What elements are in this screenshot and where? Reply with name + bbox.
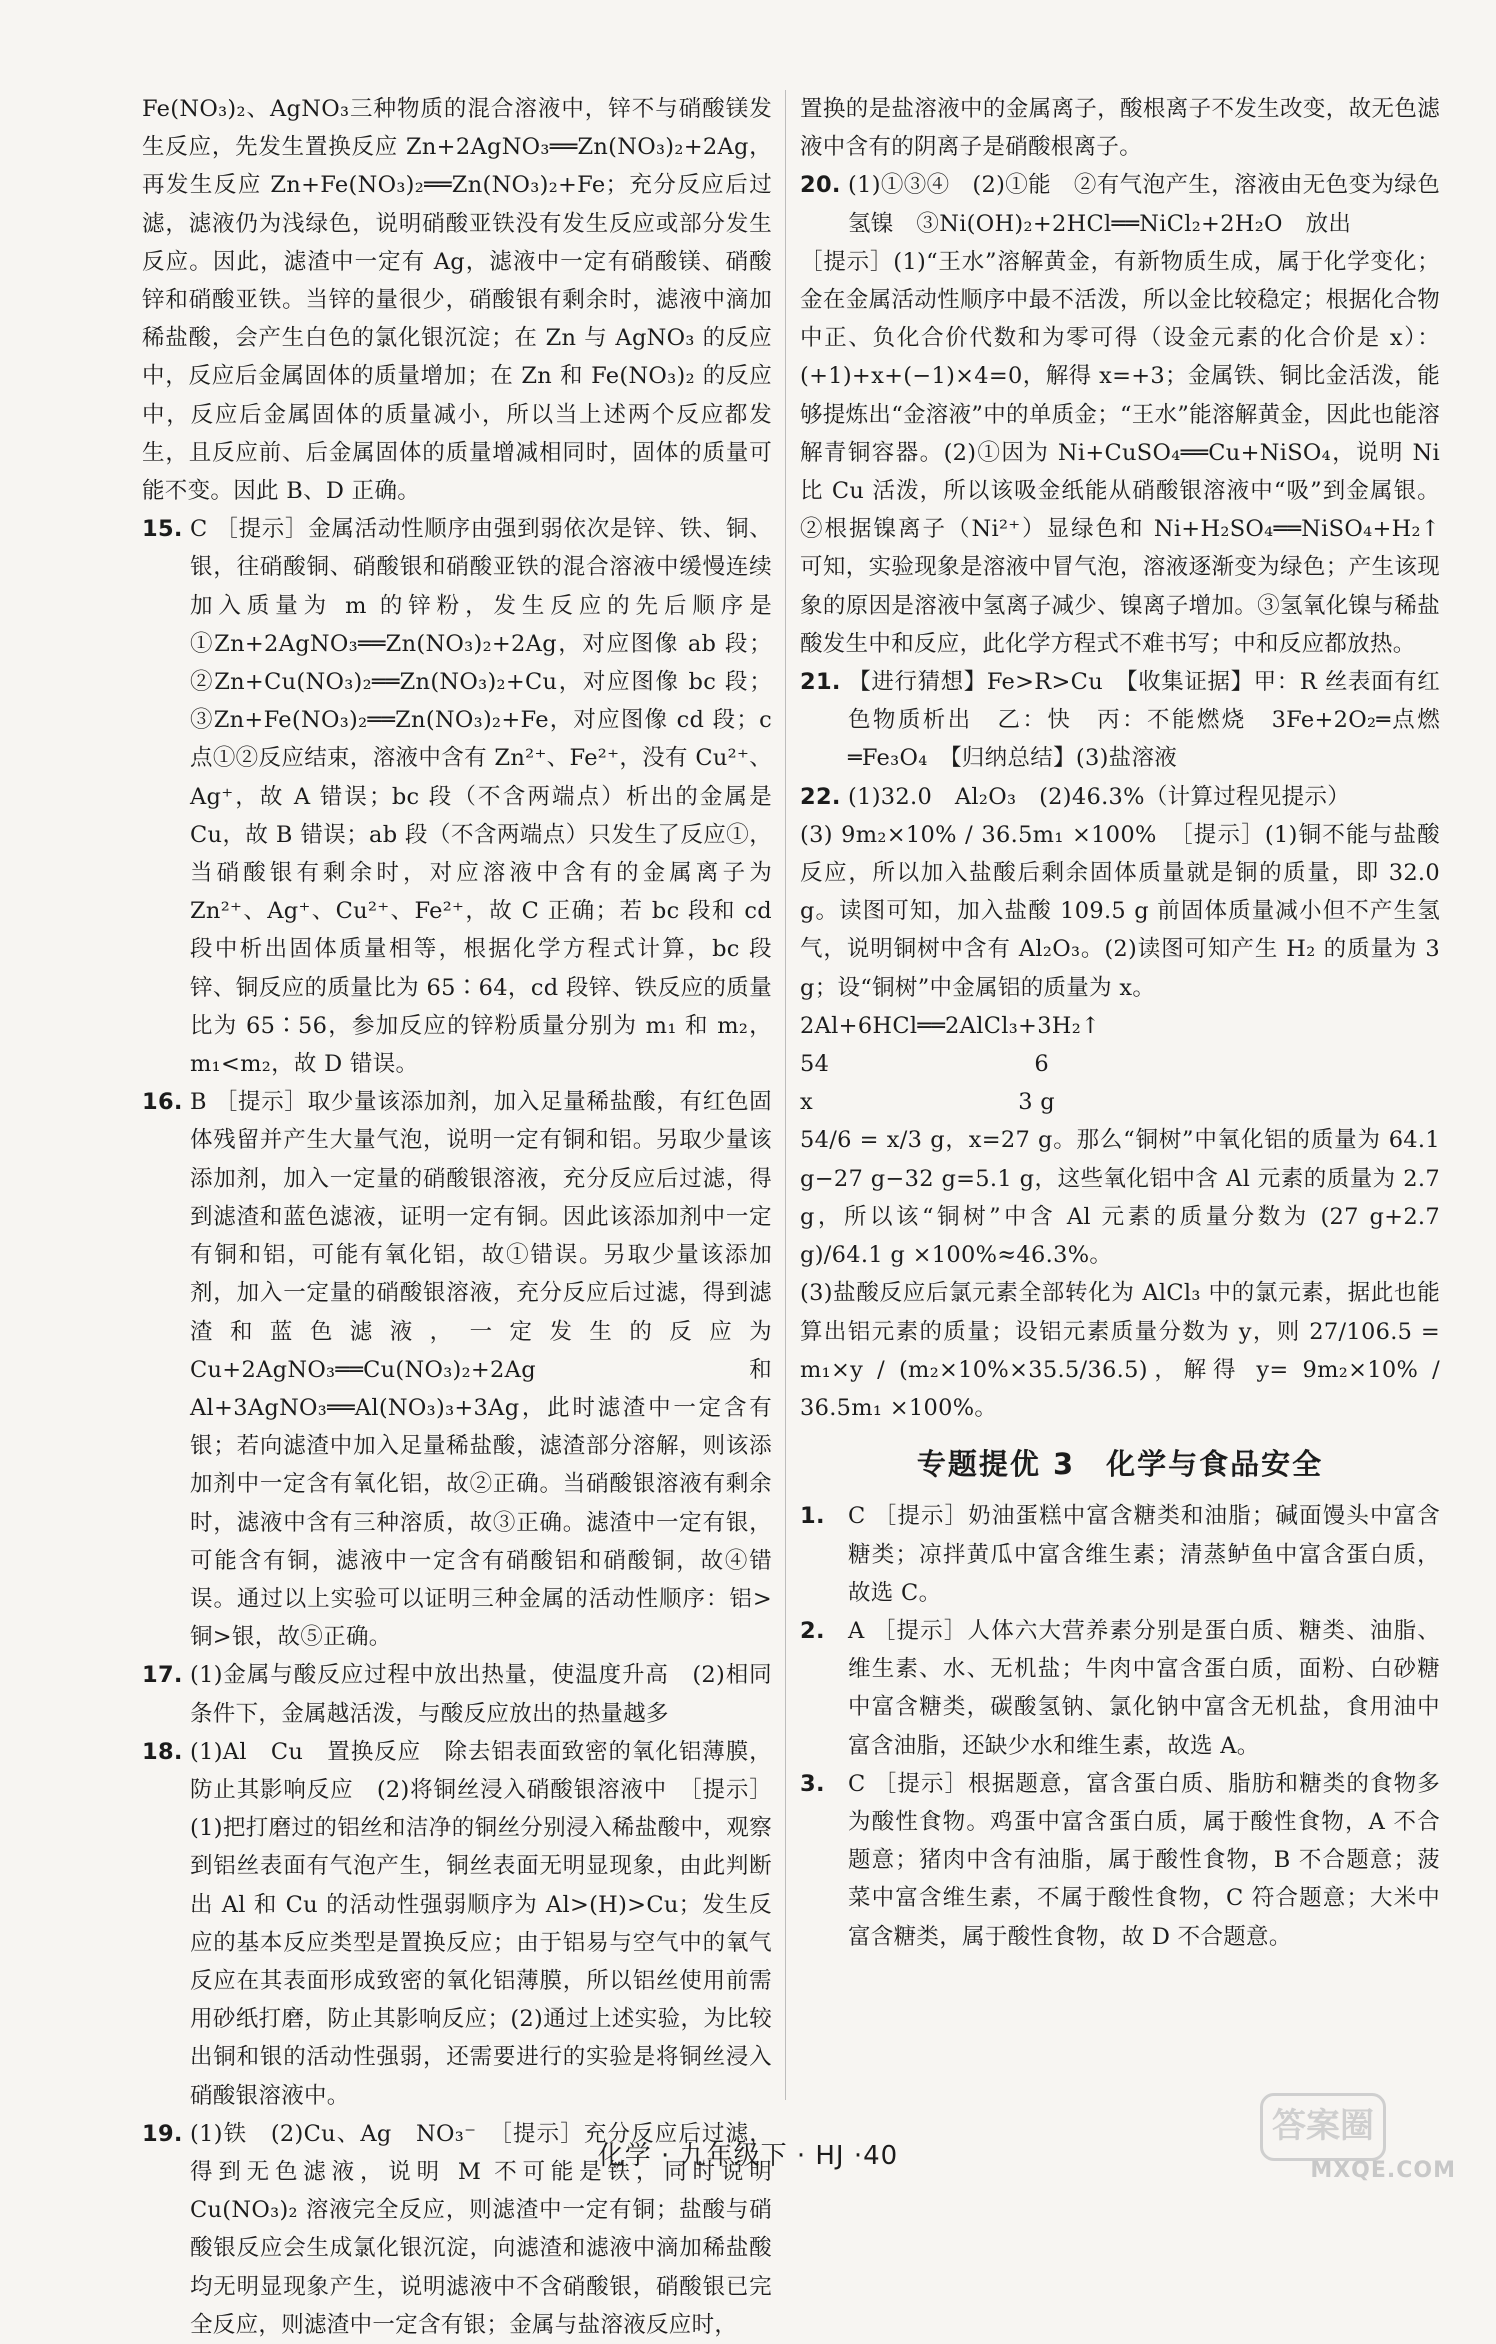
answer-item-22 xyxy=(800,778,1440,816)
calculation-text-part3: (3)盐酸反应后氯元素全部转化为 AlCl₃ 中的氯元素，据此也能算出铝元素的质量；设铝元素质量分数为 y，则 27/106.5 = m₁×y / (m₂×10%×35.5/36.5)，解得 y= 9m₂×10% / 36.5m₁ ×100%。 xyxy=(800,1280,1440,1421)
item-number: 15. xyxy=(142,516,183,543)
item-number: 21. xyxy=(800,669,841,696)
watermark-logo: 答案圈 xyxy=(1260,2093,1386,2161)
item-text: (1)Al Cu 置换反应 除去铝表面致密的氧化铝薄膜，防止其影响反应 (2)将铜丝浸入硝酸银溶液中 ［提示］(1)把打磨过的铝丝和洁净的铜丝分别浸入稀盐酸中，观察到铝丝表面有气泡产生，铜丝表面无明显现象，由此判断出 Al 和 Cu 的活动性强弱顺序为 Al>(H)>Cu；发生反应的基本反应类型是置换反应；由于铝易与空气中的氧气反应在其表面形成致密的氧化铝薄膜，所以铝丝使用前需用砂纸打磨，防止其影响反应；(2)通过上述实验，为比较出铜和银的活动性强弱，还需要进行的实验是将铜丝浸入硝酸银溶液中。 xyxy=(190,1738,772,2109)
watermark xyxy=(1256,2093,1456,2183)
item-number: 16. xyxy=(142,1089,183,1116)
item-number: 2. xyxy=(800,1617,825,1644)
page-footer: 化学 · 九年级下 · HJ ·40 xyxy=(597,2141,899,2171)
item-text: C ［提示］根据题意，富含蛋白质、脂肪和糖类的食物多为酸性食物。鸡蛋中富含蛋白质，属于酸性食物，A 不合题意；猪肉中含有油脂，属于酸性食物，B 不合题意；菠菜中富含维生素，不属于酸性食物，C 符合题意；大米中富含糖类，属于酸性食物，故 D 不合题意。 xyxy=(848,1770,1440,1950)
item-number: 3. xyxy=(800,1770,825,1797)
left-column xyxy=(142,90,772,2344)
item-text: B ［提示］取少量该添加剂，加入足量稀盐酸，有红色固体残留并产生大量气泡，说明一定有铜和铝。另取少量该添加剂，加入一定量的硝酸银溶液，充分反应后过滤，得到滤渣和蓝色滤液，证明一定有铜。因此该添加剂中一定有铜和铝，可能有氧化铝，故①错误。另取少量该添加剂，加入一定量的硝酸银溶液，充分反应后过滤，得到滤渣和蓝色滤液，一定发生的反应为 Cu+2AgNO₃══Cu(NO₃)₂+2Ag 和 Al+3AgNO₃══Al(NO₃)₃+3Ag，此时滤渣中一定含有银；若向滤渣中加入足量稀盐酸，滤渣部分溶解，则该添加剂中一定含有氧化铝，故②正确。当硝酸银溶液有剩余时，滤液中含有三种溶质，故③正确。滤渣中一定有银，可能含有铜，滤液中一定含有硝酸铝和硝酸铜，故④错误。通过以上实验可以证明三种金属的活动性顺序：铝>铜>银，故⑤正确。 xyxy=(190,1089,772,1651)
q14-continuation: Fe(NO₃)₂、AgNO₃三种物质的混合溶液中，锌不与硝酸镁发生反应，先发生置换反应 Zn+2AgNO₃══Zn(NO₃)₂+2Ag，再发生反应 Zn+Fe(NO₃)₂══Zn(NO₃)₂+Fe；充分反应后过滤，滤液仍为浅绿色，说明硝酸亚铁没有发生反应或部分发生反应。因此，滤渣中一定有 Ag，滤液中一定有硝酸镁、硝酸锌和硝酸亚铁。当锌的量很少，硝酸银有剩余时，滤液中滴加稀盐酸，会产生白色的氯化银沉淀；在 Zn 与 AgNO₃ 的反应中，反应后金属固体的质量增加；在 Zn 和 Fe(NO₃)₂ 的反应中，反应后金属固体的质量减小，所以当上述两个反应都发生，且反应前、后金属固体的质量增减相同时，固体的质量可能不变。因此 B、D 正确。 xyxy=(142,96,772,505)
watermark-url: MXQE.COM xyxy=(1310,2158,1456,2183)
answer-item-s2 xyxy=(800,1612,1440,1765)
item-text: (1)32.0 Al₂O₃ (2)46.3%（计算过程见提示） xyxy=(848,783,1351,810)
item-number: 22. xyxy=(800,783,841,810)
item-22-part3-hint: (3) 9m₂×10% / 36.5m₁ ×100% ［提示］(1)铜不能与盐酸反应，所以加入盐酸后剩余固体质量就是铜的质量，即 32.0 g。读图可知，加入盐酸 109.5 g 前固体质量减小但不产生氢气，说明铜树中含有 Al₂O₃。(2)读图可知产生 H₂ 的质量为 3 g；设“铜树”中金属铝的质量为 x。 xyxy=(800,821,1440,1001)
answer-item-21 xyxy=(800,663,1440,778)
equation-ratio-line: 54 6 xyxy=(800,1051,1050,1078)
item-text: C ［提示］金属活动性顺序由强到弱依次是锌、铁、铜、银，往硝酸铜、硝酸银和硝酸亚铁的混合溶液中缓慢连续加入质量为 m 的锌粉，发生反应的先后顺序是①Zn+2AgNO₃══Zn(NO₃)₂+2Ag，对应图像 ab 段；②Zn+Cu(NO₃)₂══Zn(NO₃)₂+Cu，对应图像 bc 段；③Zn+Fe(NO₃)₂══Zn(NO₃)₂+Fe，对应图像 cd 段；c 点①②反应结束，溶液中含有 Zn²⁺、Fe²⁺，没有 Cu²⁺、Ag⁺，故 A 错误；bc 段（不含两端点）析出的金属是 Cu，故 B 错误；ab 段（不含两端点）只发生了反应①，当硝酸银有剩余时，对应溶液中含有的金属离子为 Zn²⁺、Ag⁺、Cu²⁺、Fe²⁺，故 C 正确；若 bc 段和 cd 段中析出固体质量相等，根据化学方程式计算，bc 段锌、铜反应的质量比为 65∶64，cd 段锌、铁反应的质量比为 65∶56，参加反应的锌粉质量分别为 m₁ 和 m₂，m₁<m₂，故 D 错误。 xyxy=(190,516,772,1078)
item-text: (1)金属与酸反应过程中放出热量，使温度升高 (2)相同条件下，金属越活泼，与酸反应放出的热量越多 xyxy=(190,1662,772,1727)
item-text: A ［提示］人体六大营养素分别是蛋白质、糖类、油脂、维生素、水、无机盐；牛肉中富含蛋白质，面粉、白砂糖中富含糖类，碳酸氢钠、氯化钠中富含无机盐，食用油中富含油脂，还缺少水和维生素，故选 A。 xyxy=(848,1617,1440,1759)
column-divider xyxy=(785,90,786,2100)
answer-item-17 xyxy=(142,1656,772,1732)
item-text: 【进行猜想】Fe>R>Cu 【收集证据】甲：R 丝表面有红色物质析出 乙：快 丙：不能燃烧 3Fe+2O₂═点燃═Fe₃O₄ 【归纳总结】(3)盐溶液 xyxy=(848,669,1440,772)
calculation-text: 54/6 = x/3 g，x=27 g。那么“铜树”中氧化铝的质量为 64.1 g−27 g−32 g=5.1 g，这些氧化铝中含 Al 元素的质量为 2.7 g，所以该“铜树”中含 Al 元素的质量分数为 (27 g+2.7 g)/64.1 g ×100%≈46.3%。 xyxy=(800,1127,1440,1269)
answer-item-s3 xyxy=(800,1765,1440,1956)
item-text: (1)①③④ (2)①能 ②有气泡产生，溶液由无色变为绿色 氢镍 ③Ni(OH)₂+2HCl══NiCl₂+2H₂O 放出 xyxy=(848,172,1463,237)
item-number: 19. xyxy=(142,2120,183,2147)
answer-item-16 xyxy=(142,1083,772,1656)
q19-continuation: 置换的是盐溶液中的金属离子，酸根离子不发生改变，故无色滤液中含有的阴离子是硝酸根离子。 xyxy=(800,96,1440,161)
item-number: 18. xyxy=(142,1738,183,1765)
equation-line: 2Al+6HCl══2AlCl₃+3H₂↑ xyxy=(800,1012,1101,1039)
answer-item-s1 xyxy=(800,1497,1440,1612)
item-20-hint: ［提示］(1)“王水”溶解黄金，有新物质生成，属于化学变化；金在金属活动性顺序中最不活泼，所以金比较稳定；根据化合物中正、负化合价代数和为零可得（设金元素的化合价是 x）：(+1)+x+(−1)×4=0，解得 x=+3；金属铁、铜比金活泼，能够提炼出“金溶液”中的单质金；“王水”能溶解黄金，因此也能溶解青铜容器。(2)①因为 Ni+CuSO₄══Cu+NiSO₄，说明 Ni 比 Cu 活泼，所以该吸金纸能从硝酸银溶液中“吸”到金属银。②根据镍离子（Ni²⁺）显绿色和 Ni+H₂SO₄══NiSO₄+H₂↑ 可知，实验现象是溶液中冒气泡，溶液逐渐变为绿色；产生该现象的原因是溶液中氢离子减少、镍离子增加。③氢氧化镍与稀盐酸发生中和反应，此化学方程式不难书写；中和反应都放热。 xyxy=(800,248,1441,657)
item-text: C ［提示］奶油蛋糕中富含糖类和油脂；碱面馒头中富含糖类；凉拌黄瓜中富含维生素；清蒸鲈鱼中富含蛋白质，故选 C。 xyxy=(848,1503,1440,1606)
answer-item-15 xyxy=(142,510,772,1083)
right-column xyxy=(800,90,1463,1956)
item-number: 17. xyxy=(142,1662,183,1689)
item-text: (1)铁 (2)Cu、Ag NO₃⁻ ［提示］充分反应后过滤，得到无色滤液，说明 M 不可能是铁，同时说明 Cu(NO₃)₂ 溶液完全反应，则滤渣中一定有铜；盐酸与硝酸银反应会生成氯化银沉淀，向滤渣和滤液中滴加稀盐酸均无明显现象产生，说明滤液中不含硝酸银，硝酸银已完全反应，则滤渣中一定含有银；金属与盐溶液反应时， xyxy=(190,2120,772,2338)
answer-item-20 xyxy=(800,166,1463,242)
item-number: 20. xyxy=(800,172,841,199)
item-number: 1. xyxy=(800,1503,825,1530)
answer-item-18 xyxy=(142,1733,772,2115)
section-title: 专题提优 3 化学与食品安全 xyxy=(916,1447,1324,1482)
equation-unknown-line: x 3 g xyxy=(800,1089,1055,1116)
